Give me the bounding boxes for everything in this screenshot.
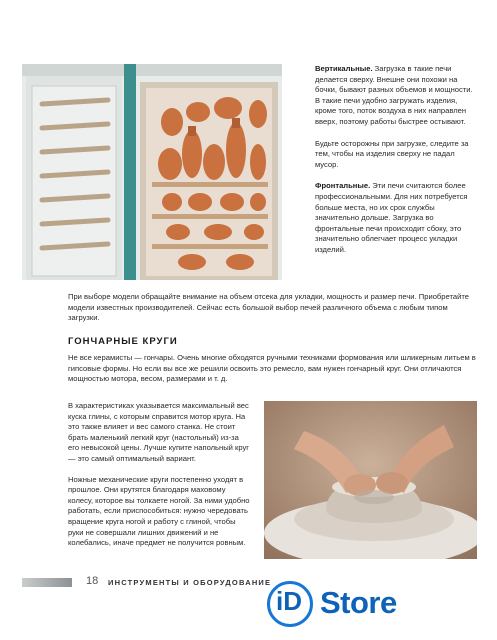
page-number: 18 <box>86 575 99 587</box>
logo-store-text: Store <box>320 585 397 620</box>
paragraph-choosing-kiln: При выборе модели обращайте внимание на объем отсека для укладки, мощность и размер печи. Приобретайте модели известных производителей. Сейчас есть большой выбор печей различного объема с любым типом загрузки. <box>68 292 469 323</box>
idstore-logo <box>267 581 482 627</box>
footer-section-title: ИНСТРУМЕНТЫ И ОБОРУДОВАНИЕ <box>108 578 272 587</box>
left-column <box>68 401 250 559</box>
term-front: Фронтальные. <box>315 181 371 191</box>
paragraph-caution: Будьте осторожны при загрузке, следите за тем, чтобы на изделия сверху не падал мусор. <box>315 138 469 169</box>
kiln-illustration <box>22 64 282 280</box>
paragraph-pottery-wheels-intro: Не все керамисты — гончары. Очень многие обходятся ручными техниками формования или шликерным литьем в гипсовые формы. Но если вы все же решили освоить это ремесло, вам нужен гончарный круг. Они отличаются мощностью мотора, весом, размерами и т. д. <box>68 353 476 384</box>
section-heading: ГОНЧАРНЫЕ КРУГИ <box>68 336 178 347</box>
kiln-photo <box>22 64 282 280</box>
paragraph-kick-wheels: Ножные механические круги постепенно уходят в прошлое. Они крутятся благодаря маховому колесу, которое вы толкаете ногой. За ними удобно работать, если приспособиться: нужно чередовать вращение круга ногой и работу с глиной, чтобы руки не совершали лишних движений и не колебались, иначе предмет не получится ровным. <box>68 474 250 548</box>
logo-id-text: iD <box>276 586 302 616</box>
term-vertical: Вертикальные. <box>315 64 373 73</box>
pottery-wheel-photo <box>264 401 477 559</box>
paragraph-wheel-specs: В характеристиках указывается максимальный вес куска глины, с которым справится мотор круга. На это также влияет и вес самого станка. Не стоит брать маленький легкий круг (настольный) из-за его невысокой цены. Лучше купите напольный круг — это самый оптимальный вариант. <box>68 401 250 463</box>
paragraph-body: Эти печи считаются более профессиональными. Для них потребуется больше места, но их срок службы значительно дольше. Загрузка во фронтальные печи происходит сбоку, это значительно облегчает процесс укладки изделий. <box>315 181 468 254</box>
pottery-wheel-illustration <box>264 401 477 559</box>
footer-decoration <box>22 578 72 587</box>
paragraph-vertical-kilns <box>315 64 477 128</box>
paragraph-body: Загрузка в такие печи делается сверху. Внешне они похожи на бочки, бывают разных объемов и мощности. В такие печи удобно загружать изделия, кроме того, поток воздуха в них направлен вверх, поэтому работы быстрее остывают. <box>315 64 473 126</box>
paragraph-front-kilns <box>315 181 477 255</box>
right-column <box>315 64 477 267</box>
